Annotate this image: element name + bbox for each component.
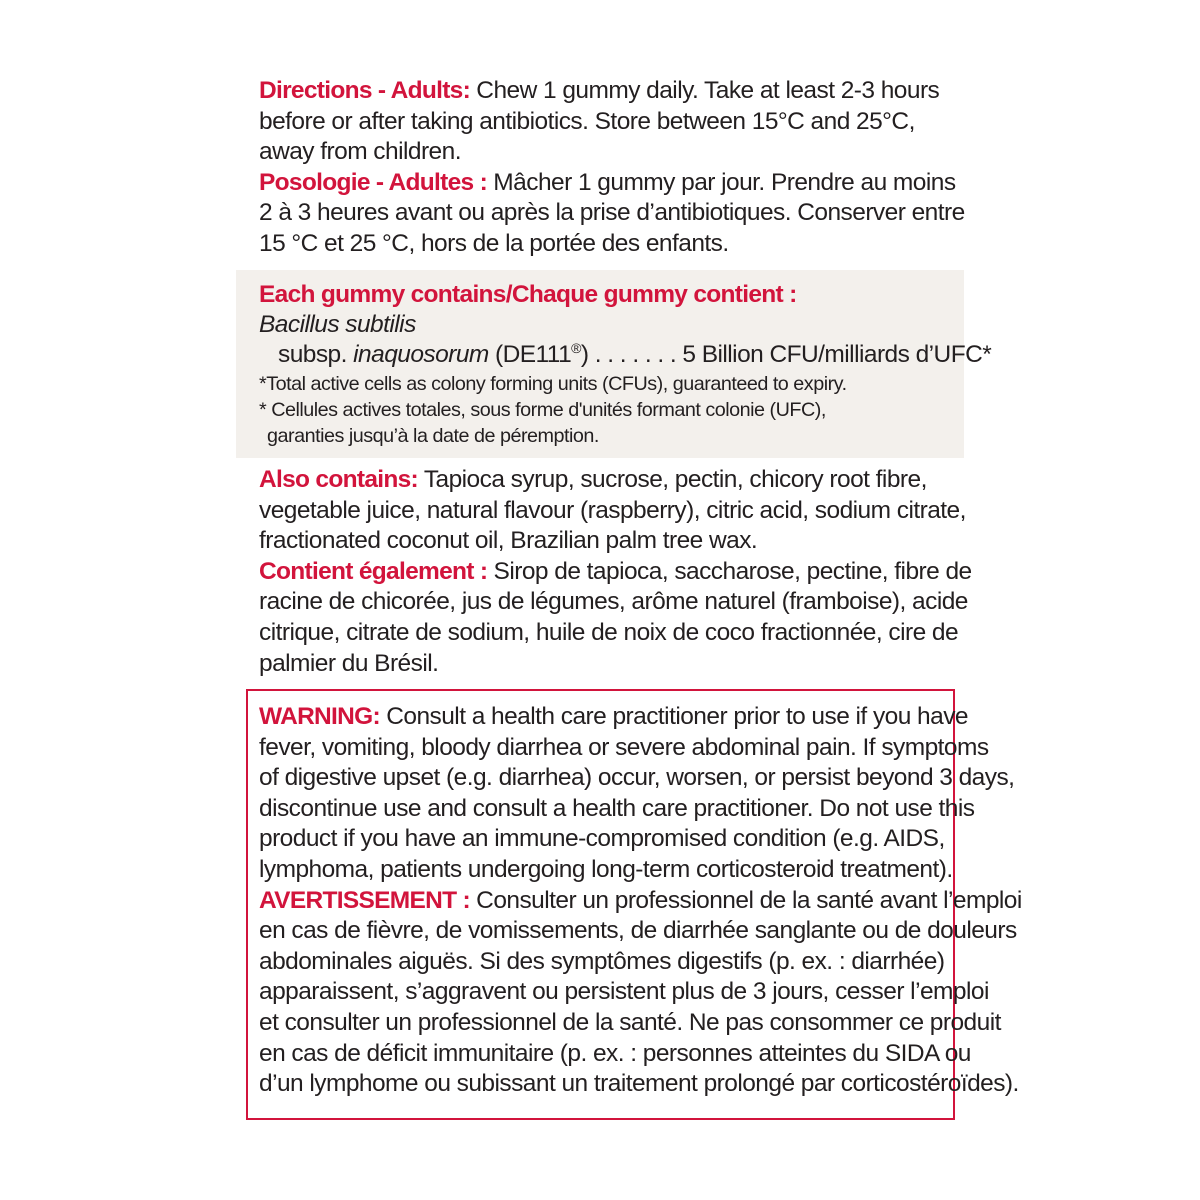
also-contains-section <box>259 465 972 679</box>
warning-fr-text: Consulter un professionnel de la santé avant l’emploi <box>469 886 1022 914</box>
directions-en-line-1 <box>259 76 965 107</box>
directions-en-text: Chew 1 gummy daily. Take at least 2-3 hours <box>470 77 940 104</box>
contents-section <box>259 280 991 449</box>
warning-en-line-2: fever, vomiting, bloody diarrhea or severe abdominal pain. If symptoms <box>259 733 989 761</box>
footnote-fr-line-1: * Cellules actives totales, sous forme d'unités formant colonie (UFC), <box>259 398 826 421</box>
warning-en-line-1 <box>259 702 1022 733</box>
warning-section <box>259 702 1022 1100</box>
also-en-line-1 <box>259 465 972 496</box>
warning-fr-line-7: d’un lymphome ou subissant un traitement prolongé par corticostéroïdes). <box>259 1070 1019 1098</box>
directions-en-heading: Directions - Adults: <box>259 77 471 104</box>
also-fr-line-3: citrique, citrate de sodium, huile de noix de coco fractionnée, cire de <box>259 618 959 646</box>
also-en-text: Tapioca syrup, sucrose, pectin, chicory root fibre, <box>418 466 927 493</box>
warning-en-line-6: lymphoma, patients undergoing long-term corticosteroid treatment). <box>259 855 953 883</box>
contents-heading: Each gummy contains/Chaque gummy contient : <box>259 281 797 308</box>
strain-amount: ) . . . . . . . 5 Billion CFU/milliards d’UFC* <box>580 341 992 369</box>
registered-mark: ® <box>571 340 581 357</box>
warning-en-text: Consult a health care practitioner prior to use if you have <box>379 703 968 730</box>
directions-en-line-3: away from children. <box>259 138 461 166</box>
directions-fr-line-1 <box>259 168 965 199</box>
subsp-name: inaquosorum <box>353 341 489 369</box>
strain-name: (DE111 <box>488 341 572 369</box>
directions-fr-text: Mâcher 1 gummy par jour. Prendre au moins <box>487 168 956 196</box>
footnote-fr-line-2: garanties jusqu’à la date de péremption. <box>267 424 599 447</box>
warning-en-line-5: product if you have an immune-compromised condition (e.g. AIDS, <box>259 825 945 853</box>
also-fr-line-1 <box>259 557 972 588</box>
also-fr-line-4: palmier du Brésil. <box>259 649 439 677</box>
directions-en-line-2: before or after taking antibiotics. Store between 15°C and 25°C, <box>259 107 915 135</box>
strain-line <box>259 340 991 371</box>
organism-name: Bacillus subtilis <box>259 310 416 338</box>
also-fr-line-2: racine de chicorée, jus de légumes, arôme naturel (framboise), acide <box>259 588 968 616</box>
warning-en-heading: WARNING: <box>259 703 380 730</box>
warning-fr-line-1 <box>259 886 1022 917</box>
also-en-heading: Also contains: <box>259 466 418 493</box>
warning-en-line-3: of digestive upset (e.g. diarrhea) occur, worsen, or persist beyond 3 days, <box>259 764 1015 792</box>
warning-fr-line-5: et consulter un professionnel de la santé. Ne pas consommer ce produit <box>259 1008 1001 1036</box>
directions-fr-line-2: 2 à 3 heures avant ou après la prise d’antibiotiques. Conserver entre <box>259 199 965 227</box>
warning-en-line-4: discontinue use and consult a health care practitioner. Do not use this <box>259 794 975 822</box>
subsp-prefix: subsp. <box>278 341 354 369</box>
directions-section <box>259 76 965 260</box>
also-fr-heading: Contient également : <box>259 557 488 585</box>
footnote-en: *Total active cells as colony forming units (CFUs), guaranteed to expiry. <box>259 372 847 395</box>
warning-fr-line-2: en cas de fièvre, de vomissements, de diarrhée sanglante ou de douleurs <box>259 917 1017 945</box>
warning-fr-line-3: abdominales aiguës. Si des symptômes digestifs (p. ex. : diarrhée) <box>259 947 945 975</box>
warning-fr-line-4: apparaissent, s’aggravent ou persistent plus de 3 jours, cesser l’emploi <box>259 978 989 1006</box>
directions-fr-heading: Posologie - Adultes : <box>259 168 488 196</box>
also-en-line-3: fractionated coconut oil, Brazilian palm tree wax. <box>259 527 758 555</box>
directions-fr-line-3: 15 °C et 25 °C, hors de la portée des enfants. <box>259 229 729 257</box>
warning-fr-line-6: en cas de déficit immunitaire (p. ex. : personnes atteintes du SIDA ou <box>259 1039 971 1067</box>
also-en-line-2: vegetable juice, natural flavour (raspberry), citric acid, sodium citrate, <box>259 496 966 524</box>
also-fr-text: Sirop de tapioca, saccharose, pectine, fibre de <box>487 557 972 585</box>
warning-fr-heading: AVERTISSEMENT : <box>259 886 470 914</box>
